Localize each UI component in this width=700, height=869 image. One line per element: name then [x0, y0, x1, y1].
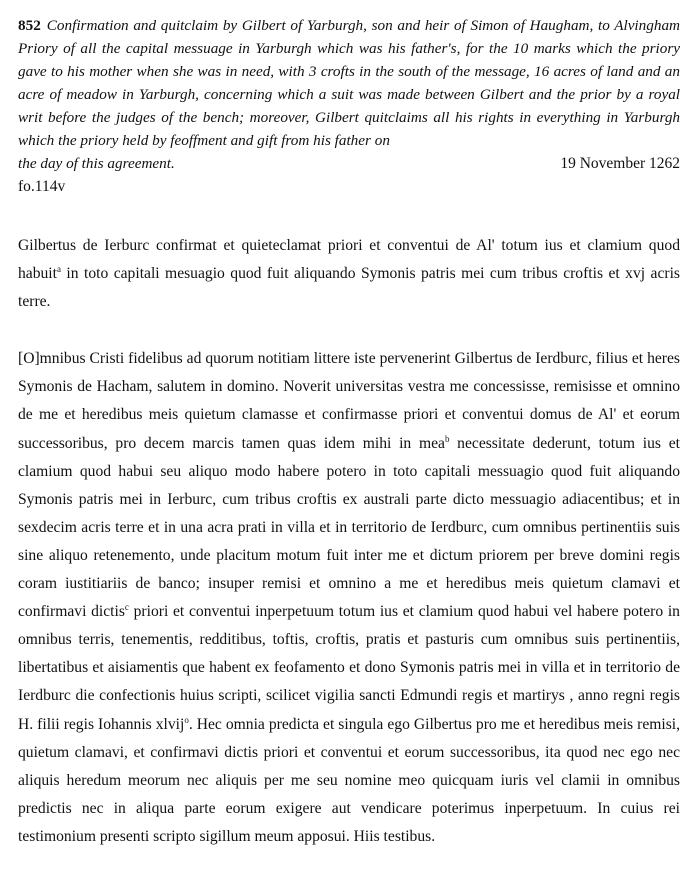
entry-number: 852: [18, 17, 41, 34]
charter-paragraph: [18, 345, 680, 851]
ordinal-marker: o: [184, 714, 189, 725]
summary-line: all the capital messuage in Yarburgh which was his father's, for the 10 marks which the priory gave to his mother when: [18, 40, 681, 80]
summary-last-row: [18, 152, 680, 175]
charter-text: necessitate dederunt, totum ius et clamium quod habui seu aliquo modo habere potero in toto capitali messuagio quod fuit aliquando Symonis patris mei in Ierburc, cum tribus croftis ex australi parte dicto messuagio adiacentibus; et in sexdecim acris terre et in una acra prati in villa et in territorio de Ierdburc, cum omnibus pertinentiis suis sine aliquo retenemento, unde placitum motum fuit inter me et dictum priorem per breve domini regis coram iustitiariis de banco; insuper remisi et omnino a me et heredibus meis quietum clamavi et confirmavi dictis: [18, 434, 680, 621]
footnote-marker-c: c: [124, 601, 129, 612]
charter-text: [O]mnibus Cristi fidelibus ad quorum notitiam littere iste pervenerint Gilbertus de Ierdburc, filius et heres Symonis de Hacham, salutem in domino. Noverit universitas vestra me concessisse, remisisse et omnino de me et heredibus meis quietum clamasse et confirmasse priori et conventui domus de Al' et eorum successoribus, pro decem marcis tamen quas idem mihi in mea: [18, 350, 680, 452]
rubric-text: Gilbertus de Ierburc confirmat et quieteclamat priori et conventui de Al' totum ius et clamium quod habuit: [18, 237, 680, 283]
charter-text: priori et conventui inperpetuum totum ius et clamium quod habui vel habere potero in omnibus terris, tenementis, redditibus, toftis, croftis, pratis et pasturis cum omnibus suis pertinentiis, libertatibus et aisiamentis que habent ex feofamento et dono Symonis patris mei in villa et in territorio de Ierdburc die confectionis huius scripti, scilicet vigilia sancti Edmundi regis et martirys , anno regni regis H. filii regis Iohannis xlvij: [18, 603, 680, 733]
summary-line: Gilbert quitclaims all his rights in everything in Yarburgh which the priory held by feoffment and gift from his father on: [18, 109, 681, 149]
summary-line: she was in need, with 3 crofts in the south of the message, 16 acres of land and an acre of meadow in Yarburgh,: [18, 63, 680, 103]
summary-line: Confirmation and quitclaim by Gilbert of Yarburgh, son and heir of Simon of Haugham, to Alvingham Priory of: [18, 17, 680, 57]
rubric-text-continued: in toto capitali mesuagio quod fuit aliquando Symonis patris mei cum tribus croftis et xvj acris terre.: [18, 265, 680, 311]
charter-text: . Hec omnia predicta et singula ego Gilbertus pro me et heredibus meis remisi, quietum clamavi, et confirmavi dictis priori et conventui et eorum successoribus, ita quod nec ego nec aliquis heredum meorum nec aliquis per me seu nomine meo quicquam iuris vel clamii in omnibus predictis nec in aliqua parte eorum exigere aut vendicare poterimus inperpetuum. In cuius rei testimonium presenti scripto sigillum meum apposui. Hiis testibus.: [18, 715, 681, 845]
footnote-marker-b: b: [444, 433, 450, 444]
folio-reference: fo.114v: [18, 178, 66, 195]
rubric-paragraph: [18, 232, 680, 316]
entry-summary: [18, 14, 680, 175]
footnote-marker-a: a: [56, 263, 61, 274]
summary-line: the day of this agreement.: [18, 155, 175, 172]
entry-date: 19 November 1262: [560, 155, 680, 172]
summary-line: concerning which a suit was made between Gilbert and the prior by a royal writ before the judges of the bench; moreover,: [18, 86, 681, 126]
document-page: [18, 14, 680, 851]
